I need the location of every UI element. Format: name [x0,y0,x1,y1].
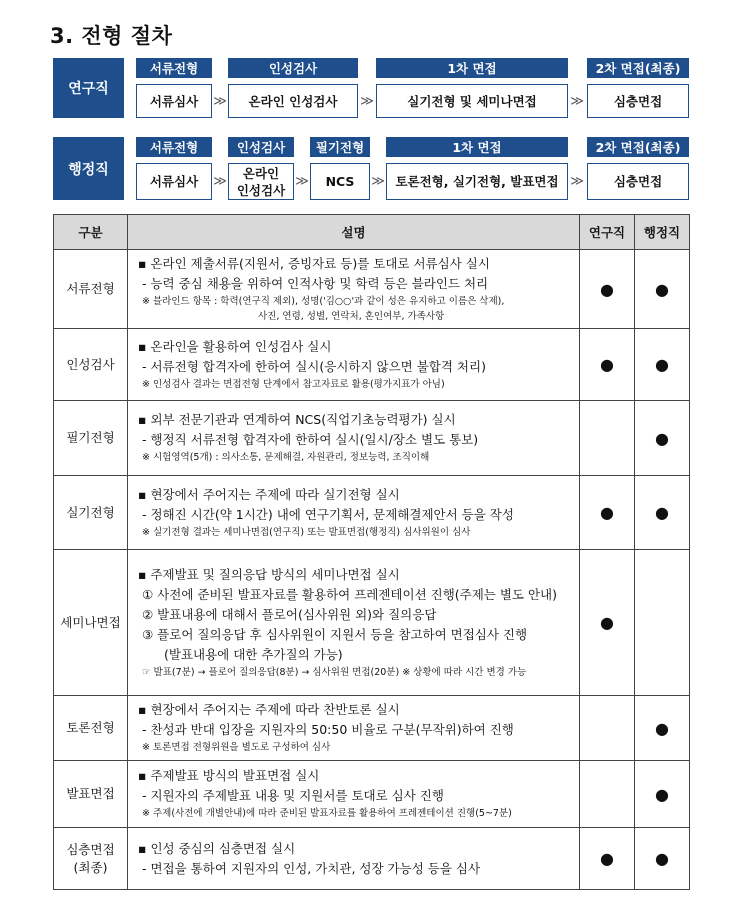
row-description [128,401,580,476]
arrow-icon: ≫ [213,174,227,189]
desc-main: ▪ 현장에서 주어지는 주제에 따라 찬반토론 실시 [138,702,400,717]
stage-header: 필기전형 [310,137,370,157]
header-category: 구분 [54,215,128,250]
row-category: 세미나면접 [54,550,128,696]
desc-main: ▪ 외부 전문기관과 연계하여 NCS(직업기초능력평가) 실시 [138,412,456,427]
stage-box: 심층면접 [587,84,689,118]
stage-box: 서류심사 [136,163,212,200]
desc-main: ▪ 온라인을 활용하여 인성검사 실시 [138,338,332,354]
row-description [128,329,580,401]
admin-dot: ● [635,696,690,761]
desc-note: ※ 블라인드 항목 : 학력(연구직 제외), 성명('김○○'과 같이 성은 유지하고 이름은 삭제), [142,296,505,307]
desc-note: ☞ 발표(7분) → 플로어 질의응답(8분) → 심사위원 면접(20분) ※ 상황에 따라 시간 변경 가능 [142,666,527,678]
track-label-research: 연구직 [53,58,124,118]
row-description [128,550,580,696]
desc-item: ② 발표내용에 대해서 플로어(심사위원 외)와 질의응답 [142,606,437,622]
admin-dot: ● [635,250,690,329]
row-category: 토론전형 [54,696,128,761]
admin-dot: ● [635,476,690,550]
stage-box [228,163,294,200]
row-category: 서류전형 [54,250,128,329]
desc-note: ※ 실기전형 결과는 세미나면접(연구직) 또는 발표면접(행정직) 심사위원이 심사 [142,526,471,538]
research-dot: ● [580,329,635,401]
stage-header: 서류전형 [136,137,212,157]
stage-box: 심층면접 [587,163,689,200]
table-row [54,329,690,401]
arrow-icon: ≫ [295,174,309,189]
row-description [128,828,580,890]
desc-item: ① 사전에 준비된 발표자료를 활용하여 프레젠테이션 진행(주제는 별도 안내) [142,586,557,602]
row-description [128,696,580,761]
process-table [53,214,690,890]
desc-main: ▪ 주제발표 및 질의응답 방식의 세미나면접 실시 [138,566,400,582]
table-row [54,696,690,761]
stage-header: 인성검사 [228,58,358,78]
research-dot: ● [580,828,635,890]
arrow-icon: ≫ [371,174,385,189]
research-dot: ● [580,550,635,696]
table-row [54,761,690,828]
stage-box: 실기전형 및 세미나면접 [376,84,568,118]
stage-box: NCS [310,163,370,200]
stage-box: 서류심사 [136,84,212,118]
desc-note: ※ 토론면접 전형위원을 별도로 구성하여 심사 [142,742,331,753]
arrow-icon: ≫ [570,174,584,189]
table-row [54,550,690,696]
header-research: 연구직 [580,215,635,250]
research-dot: ● [580,250,635,329]
stage-header: 1차 면접 [376,58,568,78]
desc-note: ※ 시험영역(5개) : 의사소통, 문제해결, 자원관리, 정보능력, 조직이해 [142,452,430,463]
admin-dot: ● [635,329,690,401]
desc-sub: - 정해진 시간(약 1시간) 내에 연구기획서, 문제해결제안서 등을 작성 [142,506,514,522]
table-row [54,476,690,550]
desc-main: ▪ 현장에서 주어지는 주제에 따라 실기전형 실시 [138,486,400,502]
research-dot [580,696,635,761]
stage-header: 2차 면접(최종) [587,137,689,157]
desc-main: ▪ 주제발표 방식의 발표면접 실시 [138,768,320,783]
desc-sub: - 지원자의 주제발표 내용 및 지원서를 토대로 심사 진행 [142,788,444,803]
desc-main: ▪ 온라인 제출서류(지원서, 증빙자료 등)를 토대로 서류심사 실시 [138,256,490,271]
row-category: 실기전형 [54,476,128,550]
admin-dot: ● [635,828,690,890]
stage-box-line: 온라인 [242,165,280,181]
desc-sub: - 능력 중심 채용을 위하여 인적사항 및 학력 등은 블라인드 처리 [142,276,489,291]
arrow-icon: ≫ [360,93,374,109]
track-label-admin: 행정직 [53,137,124,200]
desc-note: ※ 주제(사전에 개별안내)에 따라 준비된 발표자료를 활용하여 프레젠테이션 진행(5~7분) [142,808,512,819]
stage-box: 온라인 인성검사 [228,84,358,118]
desc-sub: - 면접을 통하여 지원자의 인성, 가치관, 성장 가능성 등을 심사 [142,860,481,876]
desc-item: (발표내용에 대한 추가질의 가능) [164,646,343,662]
table-row [54,828,690,890]
row-description [128,761,580,828]
research-dot [580,401,635,476]
desc-note: ※ 인성검사 결과는 면접전형 단계에서 참고자료로 활용(평가지표가 아님) [142,378,445,390]
page-title: 3. 전형 절차 [50,24,173,48]
research-dot [580,761,635,828]
header-admin: 행정직 [635,215,690,250]
desc-sub: - 찬성과 반대 입장을 지원자의 50:50 비율로 구분(무작위)하여 진행 [142,722,514,737]
arrow-icon: ≫ [213,93,227,109]
desc-sub: - 행정직 서류전형 합격자에 한하여 실시(일시/장소 별도 통보) [142,432,479,447]
desc-item: ③ 플로어 질의응답 후 심사위원이 지원서 등을 참고하여 면접심사 진행 [142,626,528,642]
row-category [54,828,128,890]
stage-box: 토론전형, 실기전형, 발표면접 [386,163,568,200]
category-line: 심층면접 [66,841,115,857]
row-description [128,250,580,329]
admin-dot: ● [635,761,690,828]
row-category: 인성검사 [54,329,128,401]
stage-box-line: 인성검사 [236,182,286,198]
stage-header: 1차 면접 [386,137,568,157]
stage-header: 서류전형 [136,58,212,78]
desc-note: 사진, 연령, 성별, 연락처, 혼인여부, 가족사항 [258,311,445,322]
admin-dot [635,550,690,696]
stage-header: 인성검사 [228,137,294,157]
category-line: (최종) [73,859,108,875]
table-header-row [54,215,690,250]
row-category: 필기전형 [54,401,128,476]
desc-main: ▪ 인성 중심의 심층면접 실시 [138,840,296,856]
research-dot: ● [580,476,635,550]
arrow-icon: ≫ [570,93,584,109]
row-category: 발표면접 [54,761,128,828]
table-row [54,250,690,329]
header-description: 설명 [128,215,580,250]
admin-dot: ● [635,401,690,476]
table-row [54,401,690,476]
desc-sub: - 서류전형 합격자에 한하여 실시(응시하지 않으면 불합격 처리) [142,358,486,374]
row-description [128,476,580,550]
stage-header: 2차 면접(최종) [587,58,689,78]
